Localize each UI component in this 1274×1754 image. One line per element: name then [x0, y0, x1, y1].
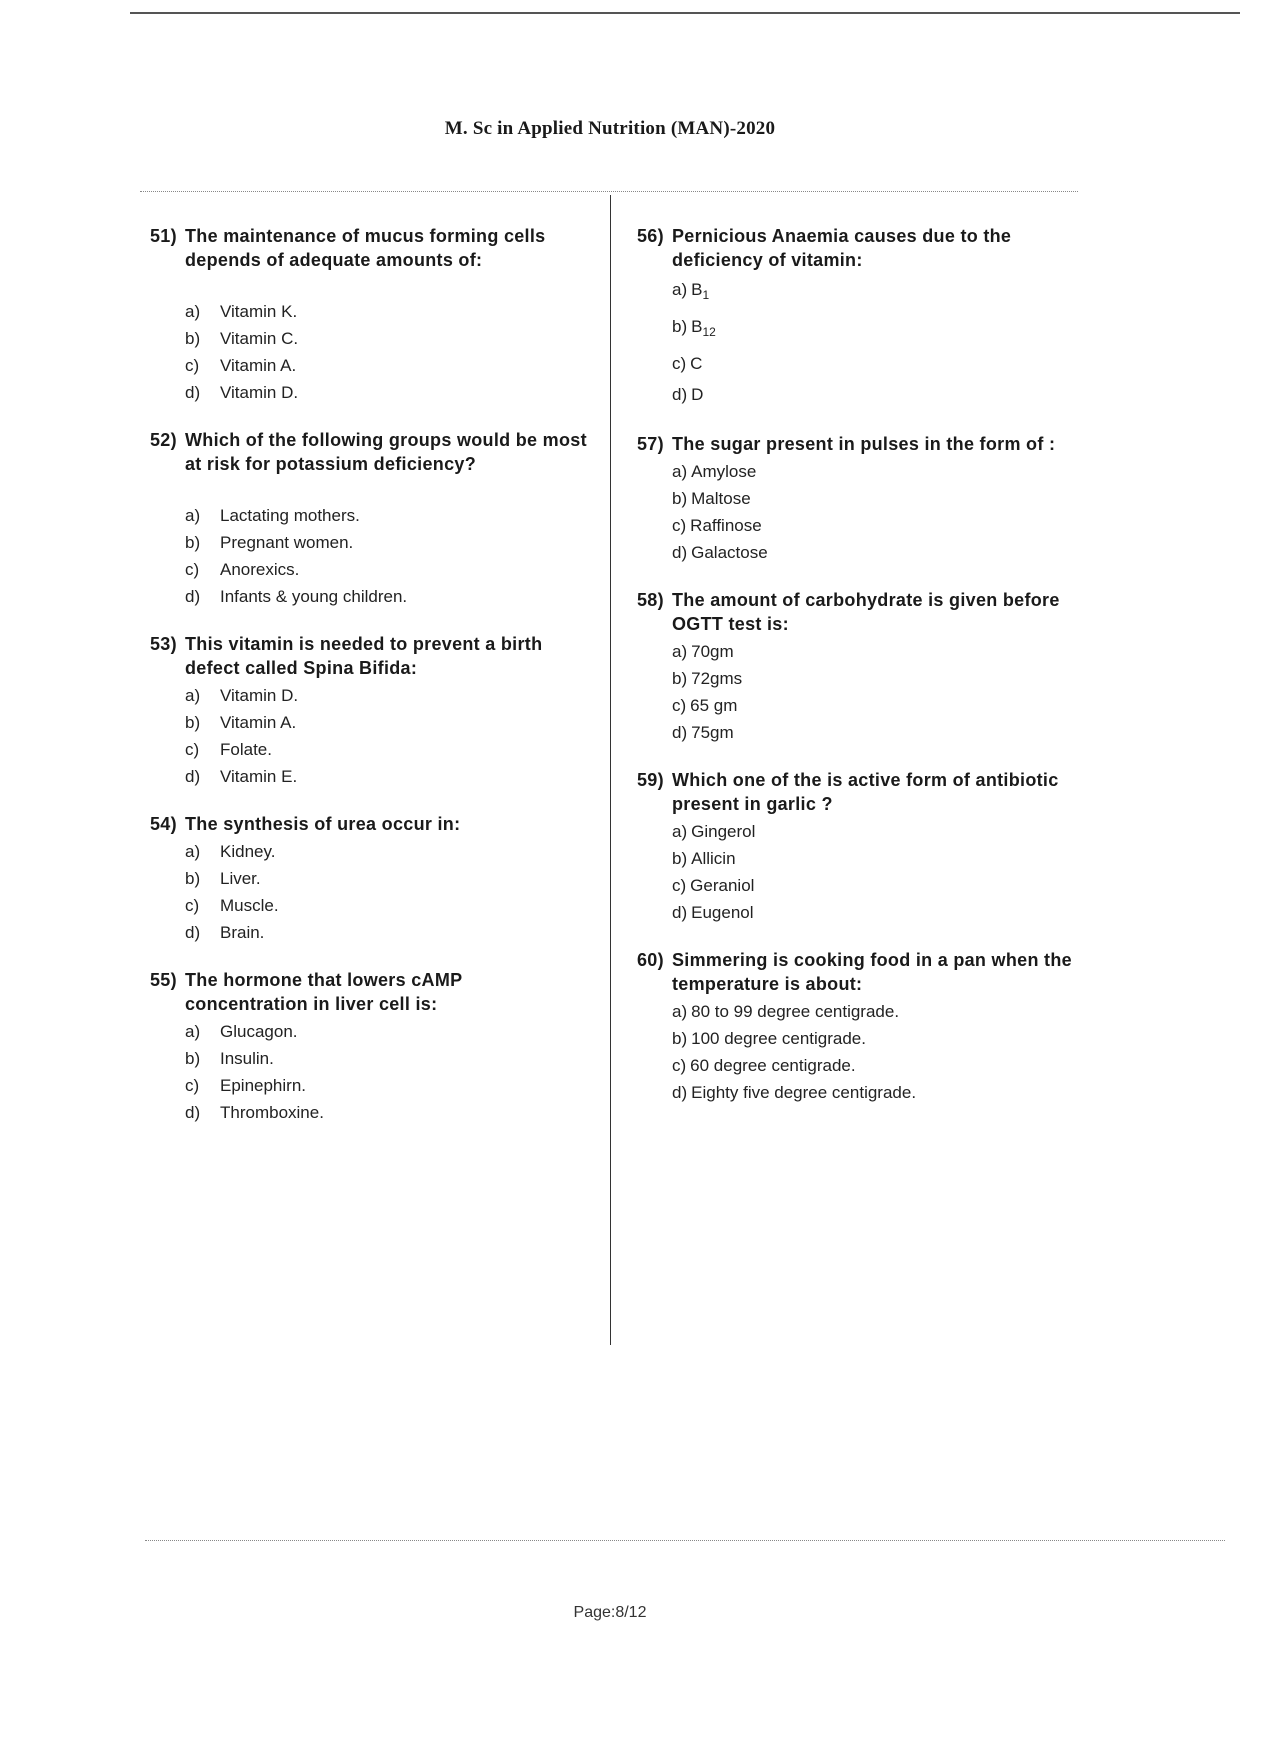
- option-c: c) 65 gm: [672, 696, 738, 715]
- option-a: a) 80 to 99 degree centigrade.: [672, 1002, 900, 1021]
- option-c: c) Geraniol: [672, 876, 755, 895]
- option-a: a) Vitamin D.: [185, 686, 299, 705]
- column-divider: [610, 195, 611, 1345]
- option-b: b) 100 degree centigrade.: [672, 1029, 866, 1048]
- option-c: c) Folate.: [185, 740, 272, 759]
- option-d: d) Vitamin E.: [185, 767, 298, 786]
- question-text: Pernicious Anaemia causes due to the deficiency of vitamin:: [672, 226, 1012, 270]
- option-b: b) Vitamin C.: [185, 329, 299, 348]
- question-number: 58): [637, 590, 664, 610]
- option-b: b) $B_{12}$: [672, 317, 716, 339]
- option-c: c) Muscle.: [185, 896, 279, 915]
- page-number: Page:8/12: [573, 1604, 647, 1621]
- right-column: [637, 224, 1077, 1128]
- option-a: a) Lactating mothers.: [185, 506, 360, 525]
- question-text: Which of the following groups would be most at risk for potassium deficiency?: [185, 430, 587, 474]
- question-number: 56): [637, 226, 664, 246]
- option-a: a) Gingerol: [672, 822, 756, 841]
- option-a: a) Vitamin K.: [185, 302, 298, 321]
- footer-divider: [145, 1540, 1225, 1541]
- question-number: 54): [150, 814, 177, 834]
- option-d: d) 75gm: [672, 723, 734, 742]
- question-number: 59): [637, 770, 664, 790]
- option-a: a) 70gm: [672, 642, 734, 661]
- option-d: d) Brain.: [185, 923, 265, 942]
- question-number: 52): [150, 430, 177, 450]
- option-b: b) Pregnant women.: [185, 533, 354, 552]
- question-52: [150, 428, 590, 610]
- question-number: 53): [150, 634, 177, 654]
- question-57: [637, 432, 1077, 566]
- option-c: c) C: [672, 354, 703, 373]
- question-54: [150, 812, 590, 946]
- question-text: The synthesis of urea occur in:: [185, 814, 461, 834]
- question-58: [637, 588, 1077, 746]
- question-number: 55): [150, 970, 177, 990]
- option-a: a) Amylose: [672, 462, 757, 481]
- question-text: The hormone that lowers cAMP concentration in liver cell is:: [185, 970, 463, 1014]
- question-60: [637, 948, 1077, 1106]
- option-d: d) Thromboxine.: [185, 1103, 324, 1122]
- option-b: b) 72gms: [672, 669, 743, 688]
- option-c: c) Vitamin A.: [185, 356, 297, 375]
- option-d: d) Galactose: [672, 543, 768, 562]
- page-title: M. Sc in Applied Nutrition (MAN)-2020: [444, 118, 776, 139]
- option-b: b) Liver.: [185, 869, 261, 888]
- question-number: 60): [637, 950, 664, 970]
- question-number: 51): [150, 226, 177, 246]
- question-59: [637, 768, 1077, 926]
- top-border-line: [130, 12, 1240, 14]
- option-c: c) 60 degree centigrade.: [672, 1056, 856, 1075]
- left-column: [150, 224, 590, 1148]
- header-divider: [140, 191, 1078, 192]
- option-b: b) Insulin.: [185, 1049, 274, 1068]
- option-c: c) Anorexics.: [185, 560, 300, 579]
- question-51: [150, 224, 590, 406]
- question-text: The sugar present in pulses in the form of :: [672, 434, 1056, 454]
- option-d: d) D: [672, 385, 704, 404]
- option-b: b) Vitamin A.: [185, 713, 297, 732]
- option-d: d) Eighty five degree centigrade.: [672, 1083, 917, 1102]
- option-b: b) Maltose: [672, 489, 751, 508]
- question-56: [637, 224, 1077, 410]
- question-text: Simmering is cooking food in a pan when the temperature is about:: [672, 950, 1072, 994]
- option-a: a) Kidney.: [185, 842, 276, 861]
- question-55: [150, 968, 590, 1126]
- option-b: b) Allicin: [672, 849, 736, 868]
- question-text: The maintenance of mucus forming cells depends of adequate amounts of:: [185, 226, 546, 270]
- option-a: a) $B_1$: [672, 280, 710, 302]
- option-d: d) Eugenol: [672, 903, 754, 922]
- option-d: d) Infants & young children.: [185, 587, 408, 606]
- option-a: a) Glucagon.: [185, 1022, 298, 1041]
- question-53: [150, 632, 590, 790]
- option-c: c) Epinephirn.: [185, 1076, 307, 1095]
- question-number: 57): [637, 434, 664, 454]
- question-text: The amount of carbohydrate is given before OGTT test is:: [672, 590, 1060, 634]
- question-text: This vitamin is needed to prevent a birth defect called Spina Bifida:: [185, 634, 543, 678]
- question-text: Which one of the is active form of antibiotic present in garlic ?: [672, 770, 1059, 814]
- option-c: c) Raffinose: [672, 516, 762, 535]
- option-d: d) Vitamin D.: [185, 383, 299, 402]
